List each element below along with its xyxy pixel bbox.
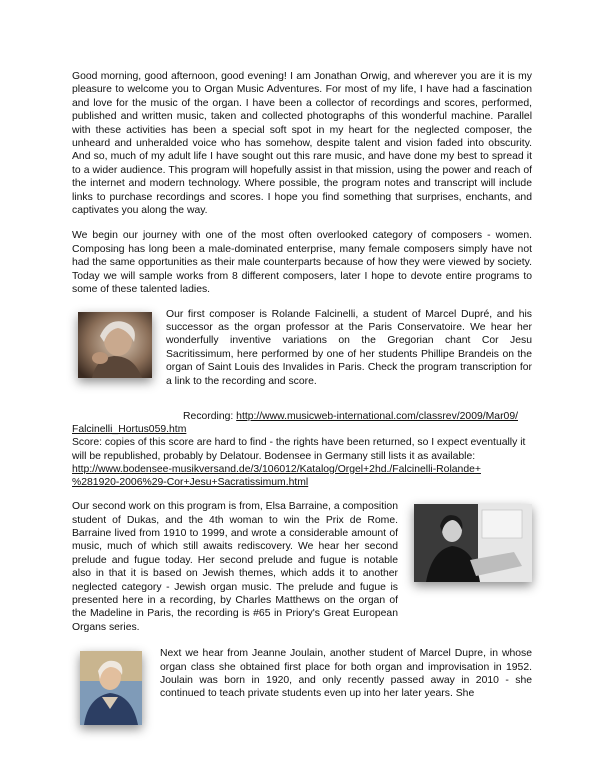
falcinelli-photo [78, 312, 152, 378]
joulain-paragraph: Next we hear from Jeanne Joulain, another student of Marcel Dupre, in whose organ class she obtained first place for both organ and improvisation in 1952. Joulain was born in 1920, and only recently passed away in 2010 - she continued to teach private students even up into her later years. She [160, 648, 532, 700]
recording-label: Recording: [183, 410, 237, 422]
score-link-part-1[interactable]: http://www.bodensee-musikversand.de/3/106012/Katalog/Orgel+2hd./Falcinelli-Rolande+ [72, 463, 481, 475]
recording-link-part-2[interactable]: Falcinelli_Hortus059.htm [72, 424, 187, 436]
journey-paragraph: We begin our journey with one of the most often overlooked category of composers - women. Composing has long been a male-dominated enterprise, many female composers simply have not had the same opportunities as their male counterparts because of how they were viewed by society. Today we will sample works from 8 different composers, later I hope to devote entire programs to some of these talented ladies. [72, 230, 532, 296]
score-note: Score: copies of this score are hard to find - the rights have been returned, so I expect eventually it will be republished, probably by Delatour. Bodensee in Germany still lists it as available: [72, 437, 526, 462]
joulain-section [72, 647, 532, 725]
intro-paragraph: Good morning, good afternoon, good evening! I am Jonathan Orwig, and wherever you are it is my pleasure to welcome you to Organ Music Adventures. For most of my life, I have had a fascination and love for the music of the organ. I have been a collector of recordings and scores, performed, published and written music, taken and collected photographs of this wonderful machine. Parallel with these activities has been a special soft spot in my heart for the neglected composer, the unheard and unheralded voice who has somehow, despite talent and vision faded into obscurity. And so, much of my adult life I have sought out this rare music, and have done my best to spread it to a wider audience. This program will hopefully assist in that mission, using the power and reach of the internet and modern technology. Where possible, the program notes and transcript will include links to purchase recordings and scores. I hope you find something that surprises, enchants, and captivates you along the way. [72, 71, 532, 217]
recording-link-part-1[interactable]: http://www.musicweb-international.com/classrev/2009/Mar09/ [236, 410, 518, 422]
joulain-photo [80, 651, 142, 725]
falcinelli-section [72, 308, 532, 388]
barraine-photo [414, 504, 532, 582]
falcinelli-paragraph: Our first composer is Rolande Falcinelli, a student of Marcel Dupré, and his successor as the organ professor at the Paris Conservatoire. We hear her wonderfully inventive variations on the Gregorian chant Cor Jesu Sacritissimum, here performed by one of her students Phillipe Brandeis on the organ of Saint Louis des Invalides in Paris. Check the program transcription for a link to the recording and score. [166, 308, 532, 387]
barraine-paragraph: Our second work on this program is from, Elsa Barraine, a composition student of Dukas, and the 4th woman to win the Prix de Rome. Barraine lived from 1910 to 1999, and wrote a considerable amount of music, much of which still awaits rediscovery. We hear her second prelude and fugue today. Her second prelude and fugue is notable also in that it is based on Jewish themes, which adds it to another neglected category - Jewish organ music. The prelude and fugue is presented here in a recording, by Charles Matthews on the organ of the Madeline in Paris, the recording is #65 in Priory's Great European Organs series. [72, 501, 398, 633]
falcinelli-recording [72, 410, 532, 489]
document-page [72, 70, 532, 725]
barraine-section [72, 500, 532, 634]
score-link-part-2[interactable]: %281920-2006%29-Cor+Jesu+Sacratissimum.html [72, 476, 309, 488]
